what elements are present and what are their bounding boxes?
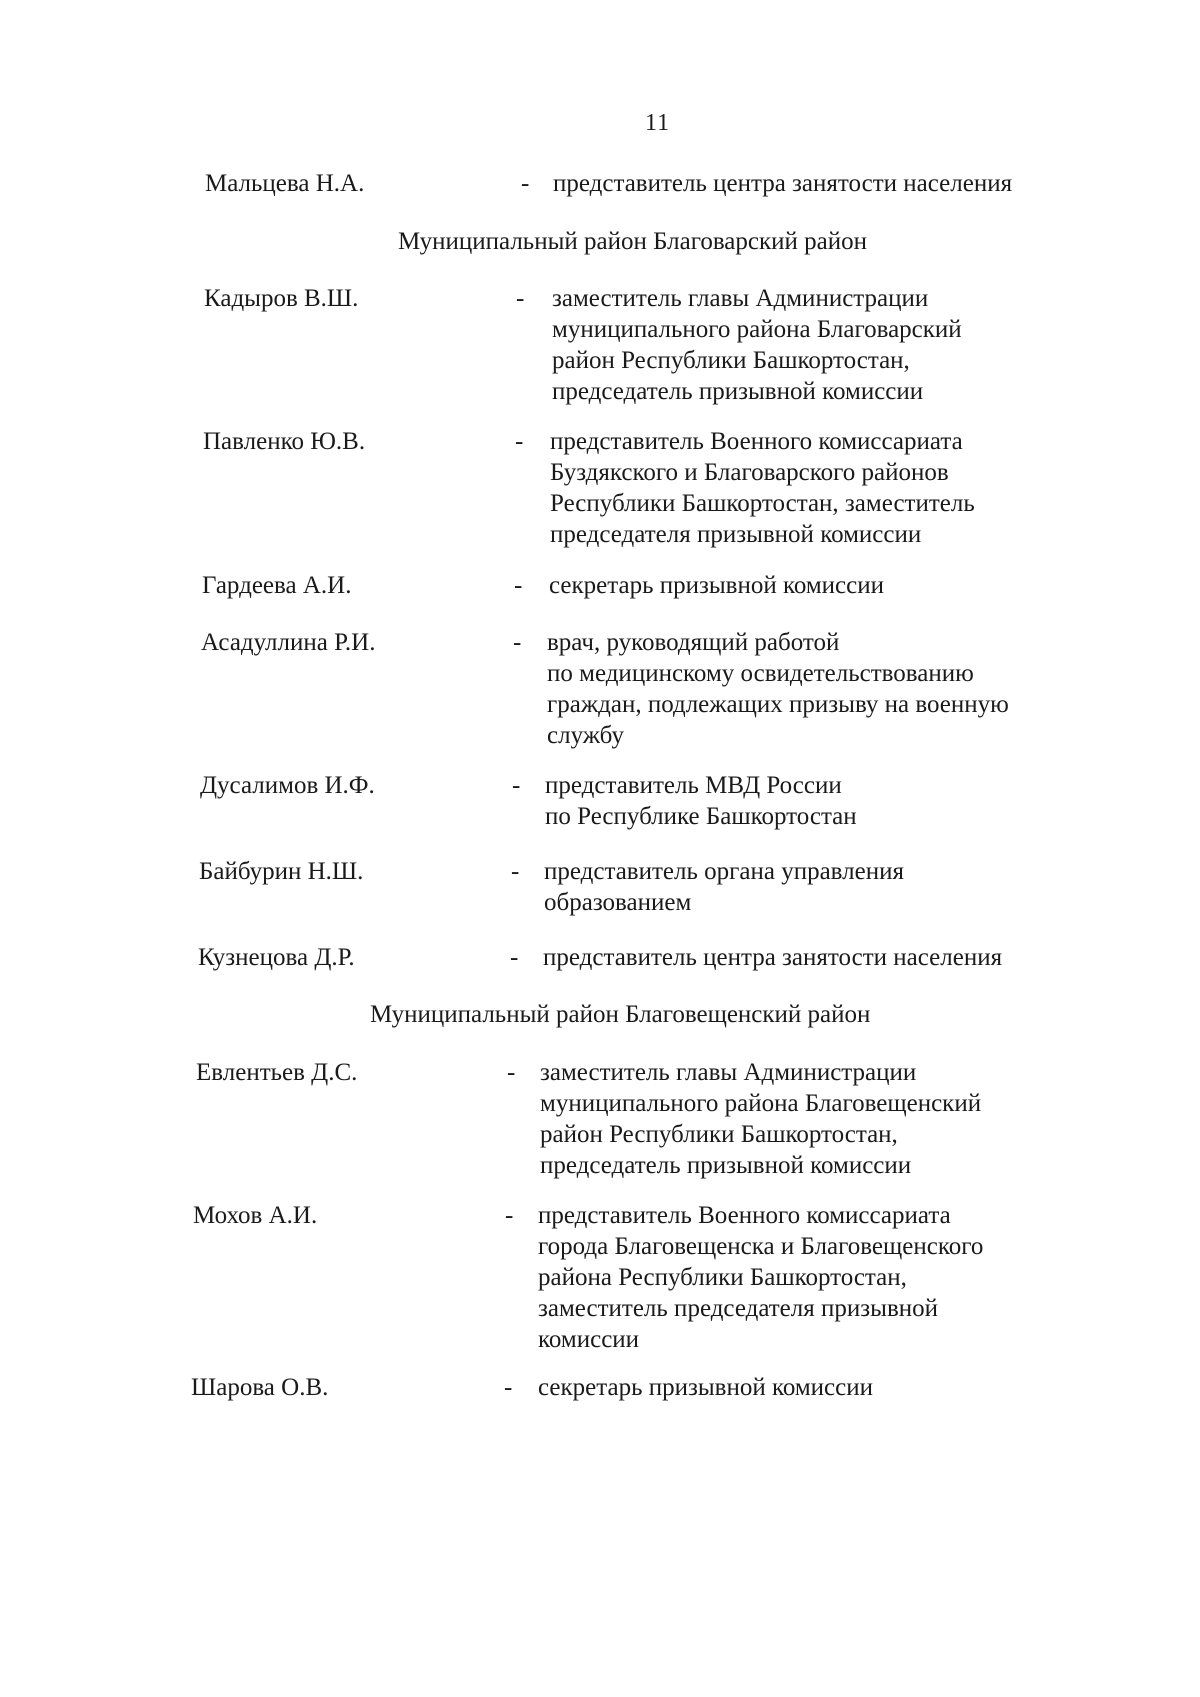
role-line: представитель органа управления [544,858,904,885]
dash-separator: - [515,428,524,455]
dash-separator: - [514,572,523,599]
section-heading: Муниципальный район Благоварский район [398,228,868,255]
member-name: Евлентьев Д.С. [196,1059,358,1086]
member-name: Гардеева А.И. [202,572,352,599]
role-line: заместитель главы Администрации [552,285,929,312]
member-role [552,283,962,407]
role-line: секретарь призывной комиссии [549,572,885,599]
role-line: район Республики Башкортостан, [552,347,910,374]
member-name: Шарова О.В. [191,1374,329,1401]
dash-separator: - [511,858,520,885]
dash-separator: - [507,1059,516,1086]
dash-separator: - [512,772,521,799]
dash-separator: - [521,170,530,197]
member-name: Кадыров В.Ш. [204,285,359,312]
member-role [550,426,975,550]
member-name: Асадуллина Р.И. [201,629,376,656]
member-name: Мохов А.И. [193,1202,318,1229]
role-line: комиссии [538,1326,640,1353]
role-line: города Благовещенска и Благовещенского [538,1233,984,1260]
member-role [543,942,1002,973]
dash-separator: - [513,629,522,656]
page-number: 11 [645,110,671,136]
role-line: Республики Башкортостан, заместитель [550,490,975,517]
role-line: по медицинскому освидетельствованию [547,660,974,687]
role-line: Буздякского и Благоварского районов [550,459,949,486]
dash-separator: - [505,1202,514,1229]
role-line: муниципального района Благовещенский [540,1090,982,1117]
member-role [544,856,904,918]
role-line: по Республике Башкортостан [545,803,857,830]
member-name: Дусалимов И.Ф. [200,772,375,799]
role-line: службу [547,722,624,749]
role-line: района Республики Башкортостан, [538,1264,907,1291]
role-line: председателя призывной комиссии [550,521,922,548]
role-line: представитель центра занятости населения [543,944,1003,971]
role-line: муниципального района Благоварский [552,316,962,343]
member-role [538,1372,873,1403]
member-role [540,1057,981,1181]
dash-separator: - [516,285,525,312]
member-name: Кузнецова Д.Р. [198,944,355,971]
member-role [553,168,1012,199]
member-role [547,627,1009,751]
dash-separator: - [504,1374,513,1401]
member-role [545,770,857,832]
role-line: район Республики Башкортостан, [540,1121,898,1148]
role-line: представитель Военного комиссариата [550,428,963,455]
role-line: врач, руководящий работой [547,629,840,656]
member-name: Байбурин Н.Ш. [199,858,364,885]
role-line: председатель призывной комиссии [552,378,924,405]
member-role [549,570,884,601]
section-heading: Муниципальный район Благовещенский район [370,1001,871,1028]
role-line: образованием [544,889,692,916]
role-line: заместитель главы Администрации [540,1059,917,1086]
dash-separator: - [510,944,519,971]
role-line: заместитель председателя призывной [538,1295,938,1322]
role-line: граждан, подлежащих призыву на военную [547,691,1009,718]
role-line: представитель центра занятости населения [553,170,1013,197]
member-role [538,1200,983,1355]
role-line: представитель МВД России [545,772,842,799]
role-line: представитель Военного комиссариата [538,1202,951,1229]
member-name: Мальцева Н.А. [205,170,365,197]
member-name: Павленко Ю.В. [203,428,366,455]
role-line: председатель призывной комиссии [540,1152,912,1179]
role-line: секретарь призывной комиссии [538,1374,874,1401]
